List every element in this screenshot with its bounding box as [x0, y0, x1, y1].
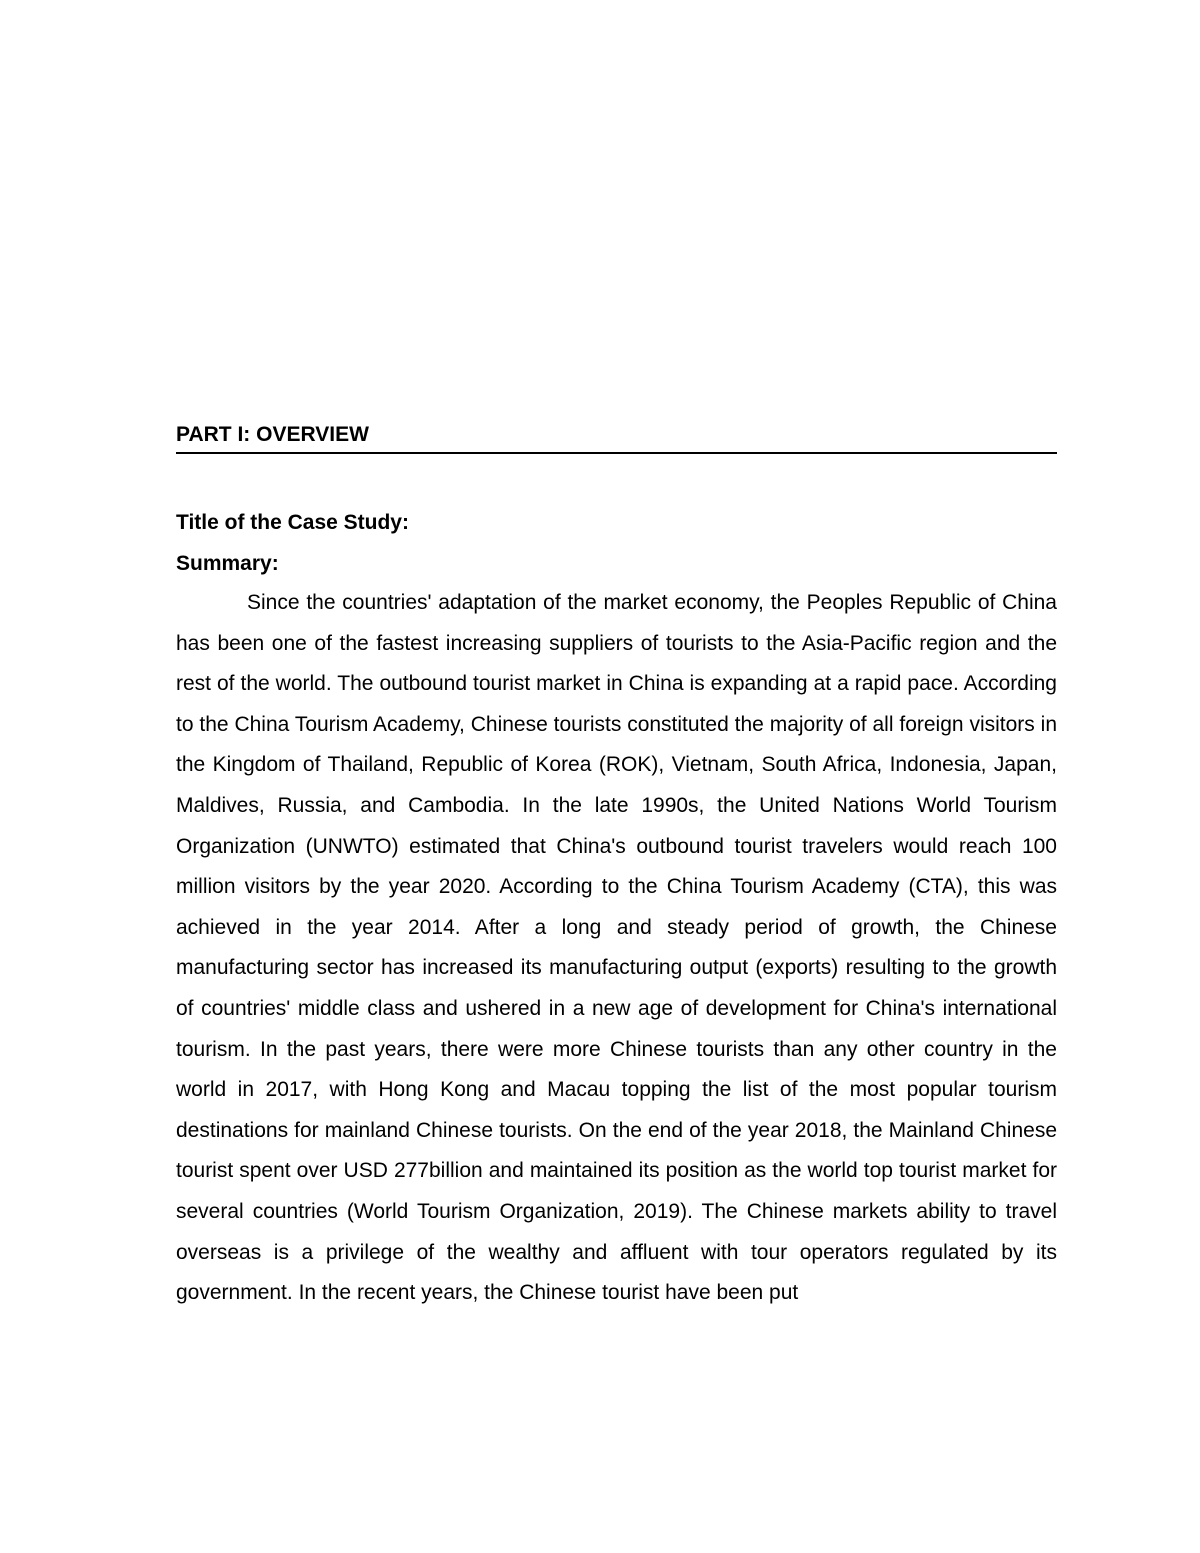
page-content [176, 420, 1057, 1314]
case-study-title-label: Title of the Case Study: [176, 511, 409, 534]
summary-paragraph: Since the countries' adaptation of the market economy, the Peoples Republic of China has been one of the fastest increasing suppliers of tourists to the Asia-Pacific region and the rest of the world. The outbound tourist market in China is expanding at a rapid pace. According to the China Tourism Academy, Chinese tourists constituted the majority of all foreign visitors in the Kingdom of Thailand, Republic of Korea (ROK), Vietnam, South Africa, Indonesia, Japan, Maldives, Russia, and Cambodia. In the late 1990s, the United Nations World Tourism Organization (UNWTO) estimated that China's outbound tourist travelers would reach 100 million visitors by the year 2020. According to the China Tourism Academy (CTA), this was achieved in the year 2014. After a long and steady period of growth, the Chinese manufacturing sector has increased its manufacturing output (exports) resulting to the growth of countries' middle class and ushered in a new age of development for China's international tourism. In the past years, there were more Chinese tourists than any other country in the world in 2017, with Hong Kong and Macau topping the list of the most popular tourism destinations for mainland Chinese tourists. On the end of the year 2018, the Mainland Chinese tourist spent over USD 277billion and maintained its position as the world top tourist market for several countries (World Tourism Organization, 2019). The Chinese markets ability to travel overseas is a privilege of the wealthy and affluent with tour operators regulated by its government. In the recent years, the Chinese tourist have been put [176, 591, 1057, 1305]
summary-label: Summary: [176, 552, 279, 575]
part-heading: PART I: OVERVIEW [176, 420, 1057, 454]
